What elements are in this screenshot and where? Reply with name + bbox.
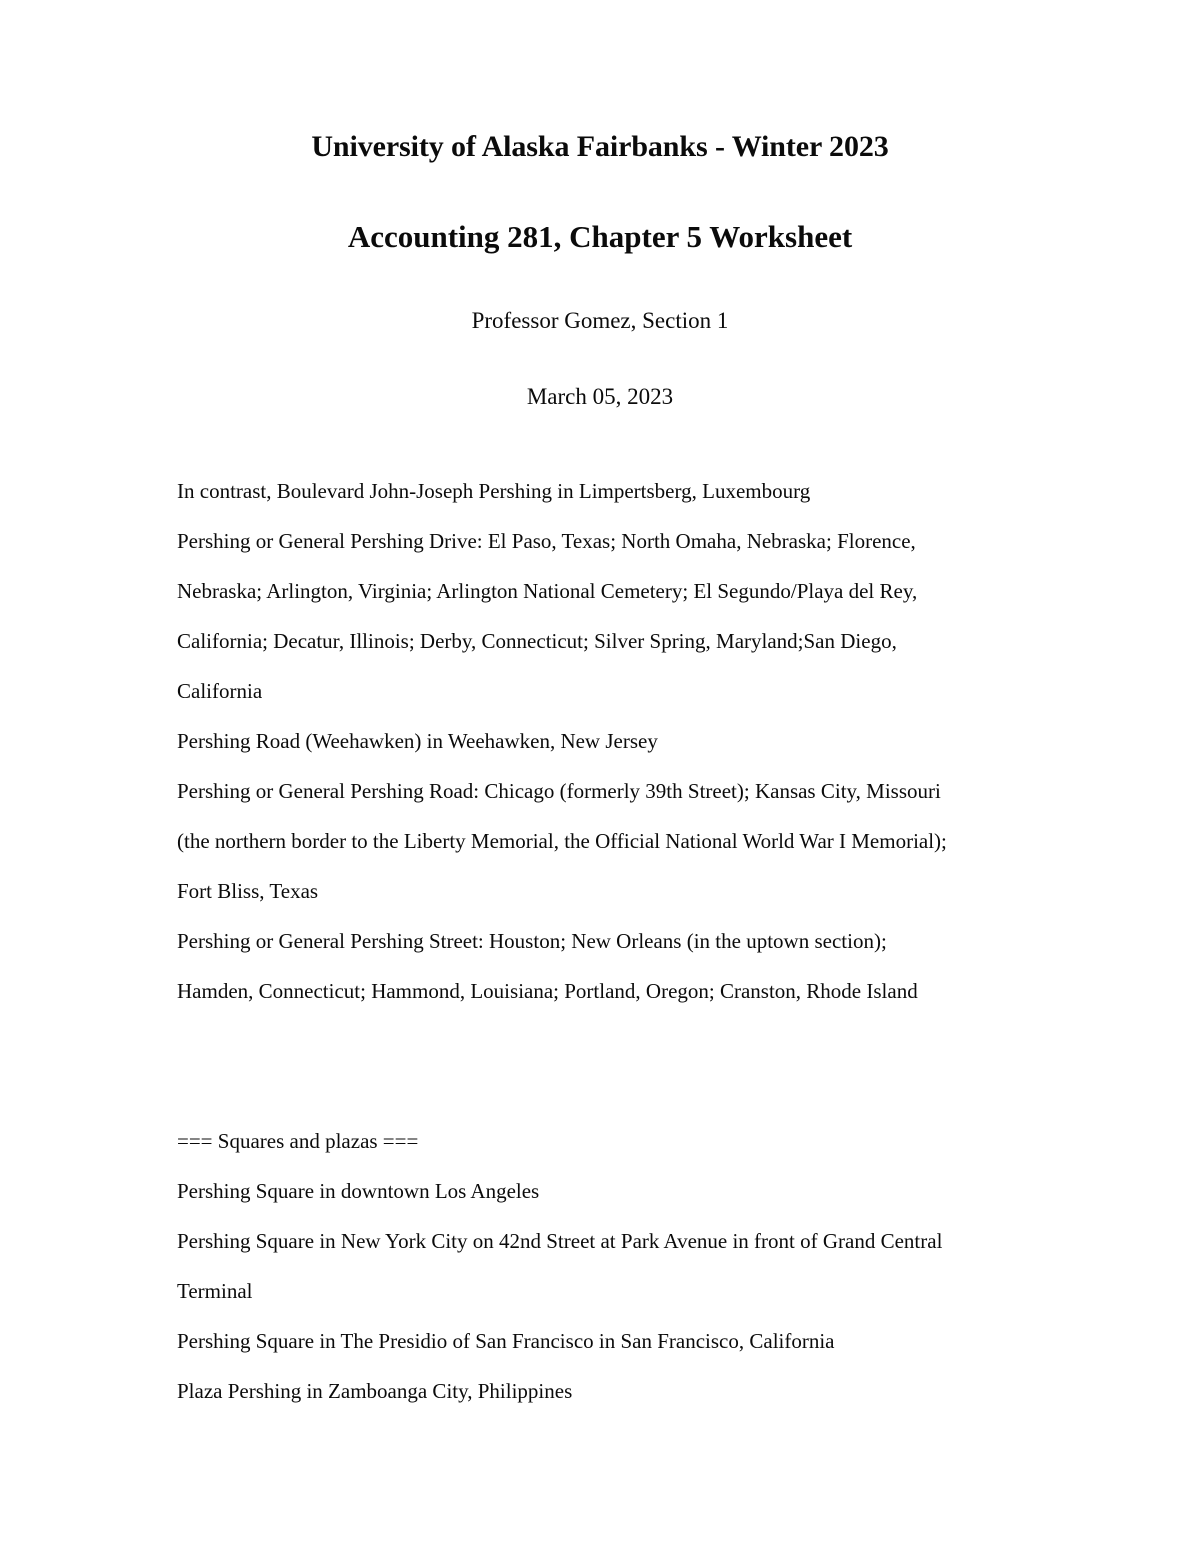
section-heading-squares-and-plazas: === Squares and plazas === xyxy=(177,1129,419,1153)
body-line: Pershing or General Pershing Street: Houston; New Orleans (in the uptown section); xyxy=(177,929,887,953)
section-squares-and-plazas xyxy=(177,1116,1023,1416)
body-line: Terminal xyxy=(177,1279,253,1303)
body-line: Hamden, Connecticut; Hammond, Louisiana; Portland, Oregon; Cranston, Rhode Island xyxy=(177,979,918,1003)
document-title-primary: University of Alaska Fairbanks - Winter 2023 xyxy=(311,130,889,163)
document-content-column xyxy=(177,0,1023,1416)
document-subtitle-instructor: Professor Gomez, Section 1 xyxy=(471,308,729,333)
document-body-block xyxy=(177,412,1023,1016)
document-date: March 05, 2023 xyxy=(526,384,674,409)
body-line: Pershing Square in New York City on 42nd Street at Park Avenue in front of Grand Central xyxy=(177,1229,943,1253)
body-line: California; Decatur, Illinois; Derby, Connecticut; Silver Spring, Maryland;San Diego, xyxy=(177,629,897,653)
body-line: Fort Bliss, Texas xyxy=(177,879,319,903)
body-line: Pershing Road (Weehawken) in Weehawken, New Jersey xyxy=(177,729,658,753)
body-line: Plaza Pershing in Zamboanga City, Philippines xyxy=(177,1379,573,1403)
document-title-block xyxy=(177,0,1023,412)
body-line: Pershing Square in The Presidio of San Francisco in San Francisco, California xyxy=(177,1329,835,1353)
body-line: Pershing or General Pershing Road: Chicago (formerly 39th Street); Kansas City, Missouri xyxy=(177,779,941,803)
body-line: In contrast, Boulevard John-Joseph Pershing in Limpertsberg, Luxembourg xyxy=(177,479,811,503)
document-title-secondary: Accounting 281, Chapter 5 Worksheet xyxy=(347,219,853,254)
body-blank-spacer xyxy=(177,1016,1023,1116)
body-line: Pershing or General Pershing Drive: El Paso, Texas; North Omaha, Nebraska; Florence, xyxy=(177,529,916,553)
body-line: (the northern border to the Liberty Memorial, the Official National World War I Memorial); xyxy=(177,829,947,853)
body-line: California xyxy=(177,679,263,703)
body-line: Pershing Square in downtown Los Angeles xyxy=(177,1179,540,1203)
body-line: Nebraska; Arlington, Virginia; Arlington National Cemetery; El Segundo/Playa del Rey, xyxy=(177,579,918,603)
